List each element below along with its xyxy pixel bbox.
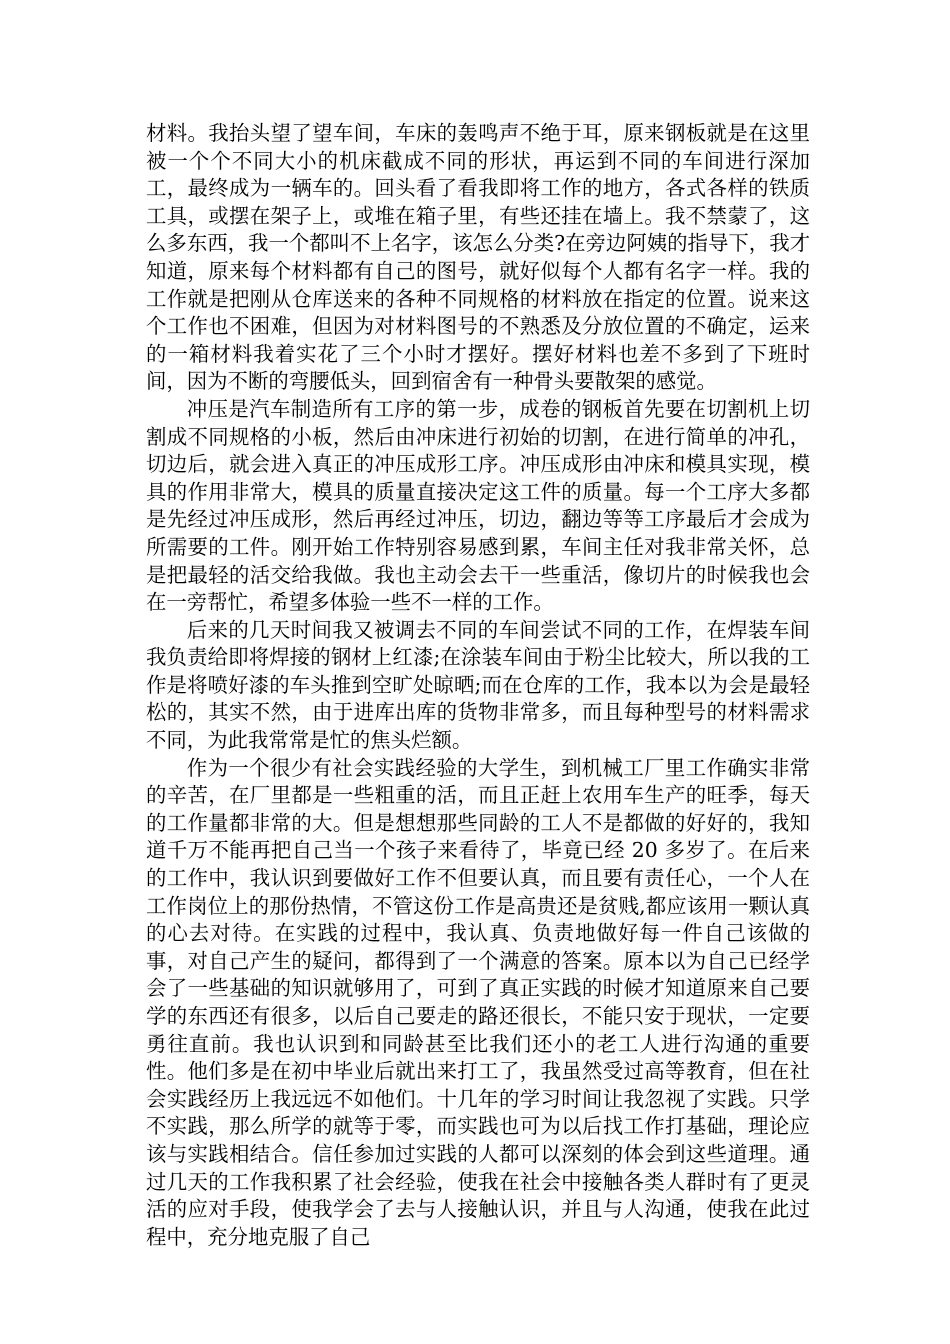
paragraph-3: 后来的几天时间我又被调去不同的车间尝试不同的工作，在焊装车间我负责给即将焊接的钢材上红漆;在涂装车间由于粉尘比较大，所以我的工作是将喷好漆的车头推到空旷处晾晒;而在仓库的工作，我本以为会是最轻松的，其实不然，由于进库出库的货物非常多，而且每种型号的材料需求不同，为此我常常是忙的焦头烂额。 (146, 617, 810, 753)
document-page (146, 120, 810, 1251)
paragraph-1: 材料。我抬头望了望车间，车床的轰鸣声不绝于耳，原来钢板就是在这里被一个个不同大小的机床截成不同的形状，再运到不同的车间进行深加工，最终成为一辆车的。回头看了看我即将工作的地方，各式各样的铁质工具，或摆在架子上，或堆在箱子里，有些还挂在墙上。我不禁蒙了，这么多东西，我一个都叫不上名字，该怎么分类?在旁边阿姨的指导下，我才知道，原来每个材料都有自己的图号，就好似每个人都有名字一样。我的工作就是把刚从仓库送来的各种不同规格的材料放在指定的位置。说来这个工作也不困难，但因为对材料图号的不熟悉及分放位置的不确定，运来的一箱材料我着实花了三个小时才摆好。摆好材料也差不多到了下班时间，因为不断的弯腰低头，回到宿舍有一种骨头要散架的感觉。 (146, 121, 810, 394)
paragraph-2: 冲压是汽车制造所有工序的第一步，成卷的钢板首先要在切割机上切割成不同规格的小板，然后由冲床进行初始的切割，在进行简单的冲孔，切边后，就会进入真正的冲压成形工序。冲压成形由冲床和模具实现，模具的作用非常大，模具的质量直接决定这工件的质量。每一个工序大多都是先经过冲压成形，然后再经过冲压，切边，翻边等等工序最后才会成为所需要的工件。刚开始工作特别容易感到累，车间主任对我非常关怀，总是把最轻的活交给我做。我也主动会去干一些重活，像切片的时候我也会在一旁帮忙，希望多体验一些不一样的工作。 (146, 396, 810, 615)
paragraph-4: 作为一个很少有社会实践经验的大学生，到机械工厂里工作确实非常的辛苦，在厂里都是一些粗重的活，而且正赶上农用车生产的旺季，每天的工作量都非常的大。但是想想那些同龄的工人不是都做的好好的，我知道千万不能再把自己当一个孩子来看待了，毕竟已经 20 多岁了。在后来的工作中，我认识到要做好工作不但要认真，而且要有责任心，一个人在工作岗位上的那份热情，不管这份工作是高贵还是贫贱,都应该用一颗认真的心去对待。在实践的过程中，我认真、负责地做好每一件自己该做的事，对自己产生的疑问，都得到了一个满意的答案。原本以为自己已经学会了一些基础的知识就够用了，可到了真正实践的时候才知道原来自己要学的东西还有很多，以后自己要走的路还很长，不能只安于现状，一定要勇往直前。我也认识到和同龄甚至比我们还小的老工人进行沟通的重要性。他们多是在初中毕业后就出来打工了，我虽然受过高等教育，但在社会实践经历上我远远不如他们。十几年的学习时间让我忽视了实践。只学不实践，那么所学的就等于零，而实践也可为以后找工作打基础，理论应该与实践相结合。信任参加过实践的人都可以深刻的体会到这些道理。通过几天的工作我积累了社会经验，使我在社会中接触各类人群时有了更灵活的应对手段，使我学会了去与人接触认识，并且与人沟通，使我在此过程中，充分地克服了自己 (146, 755, 810, 1249)
